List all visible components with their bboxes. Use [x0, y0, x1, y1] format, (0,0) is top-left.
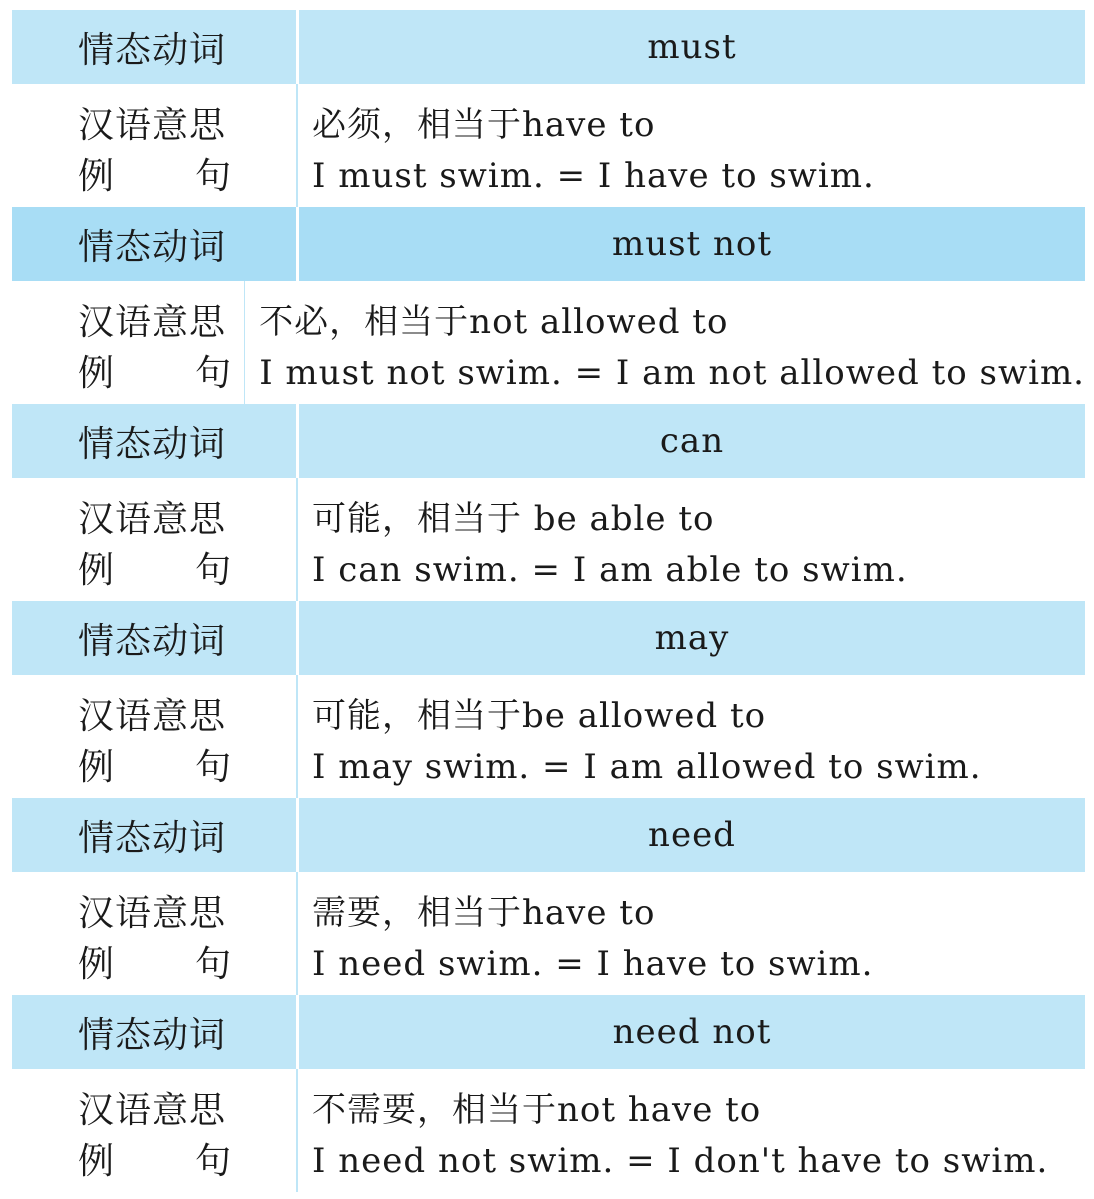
example-label-char-2: 句 — [194, 156, 232, 197]
meaning-label: 汉语意思 — [78, 302, 227, 343]
body-labels — [12, 478, 296, 601]
example-sentence: I need not swim. = I don't have to swim. — [312, 1141, 1049, 1181]
body-row — [12, 1069, 1085, 1192]
header-row — [12, 798, 1085, 872]
table-section — [12, 601, 1085, 798]
example-label — [78, 151, 232, 202]
modal-verb: may — [654, 618, 730, 658]
example-label-char-1: 例 — [78, 1141, 116, 1182]
example-label — [78, 742, 232, 793]
header-row — [12, 10, 1085, 84]
modal-verb: must not — [611, 224, 773, 264]
table-section — [12, 207, 1085, 404]
example-sentence: I can swim. = I am able to swim. — [312, 550, 908, 590]
meaning-label: 汉语意思 — [78, 893, 227, 934]
modal-verb: can — [659, 421, 725, 461]
example-label — [78, 348, 232, 399]
body-row — [12, 281, 1085, 404]
example-label-char-1: 例 — [78, 747, 116, 788]
example-label-char-1: 例 — [78, 944, 116, 985]
body-labels — [12, 872, 296, 995]
example-label-char-1: 例 — [78, 550, 116, 591]
header-row — [12, 404, 1085, 478]
table-section — [12, 995, 1085, 1192]
example-label-char-2: 句 — [194, 944, 232, 985]
verb-label: 情态动词 — [78, 29, 227, 71]
example-label-char-2: 句 — [194, 550, 232, 591]
modal-verb: need not — [612, 1012, 772, 1052]
header-row — [12, 995, 1085, 1069]
body-row — [12, 478, 1085, 601]
header-row — [12, 207, 1085, 281]
meaning-label: 汉语意思 — [78, 696, 227, 737]
table-section — [12, 798, 1085, 995]
body-values — [245, 281, 1085, 404]
example-label — [78, 939, 232, 990]
meaning-label: 汉语意思 — [78, 499, 227, 540]
meaning-text: 必须，相当于have to — [312, 105, 656, 145]
body-values — [298, 1069, 1085, 1192]
verb-label: 情态动词 — [78, 226, 227, 268]
example-label-char-1: 例 — [78, 353, 116, 394]
meaning-label: 汉语意思 — [78, 1090, 227, 1131]
meaning-text: 可能，相当于be allowed to — [312, 696, 767, 736]
modal-verb: must — [647, 27, 737, 67]
body-values — [298, 478, 1085, 601]
example-sentence: I must swim. = I have to swim. — [312, 156, 875, 196]
table-section — [12, 10, 1085, 207]
body-values — [298, 84, 1085, 207]
body-values — [298, 872, 1085, 995]
body-row — [12, 872, 1085, 995]
verb-label: 情态动词 — [78, 817, 227, 859]
verb-label: 情态动词 — [78, 423, 227, 465]
example-label-char-2: 句 — [194, 747, 232, 788]
example-label-char-2: 句 — [194, 1141, 232, 1182]
meaning-text: 需要，相当于have to — [312, 893, 656, 933]
verb-label: 情态动词 — [78, 620, 227, 662]
body-labels — [12, 84, 296, 207]
modal-verb: need — [648, 815, 736, 855]
meaning-text: 不必，相当于not allowed to — [259, 302, 729, 342]
body-labels — [12, 1069, 296, 1192]
example-label-char-1: 例 — [78, 156, 116, 197]
example-label-char-2: 句 — [194, 353, 232, 394]
body-values — [298, 675, 1085, 798]
body-row — [12, 675, 1085, 798]
body-row — [12, 84, 1085, 207]
header-row — [12, 601, 1085, 675]
table-section — [12, 404, 1085, 601]
meaning-text: 可能，相当于 be able to — [312, 499, 715, 539]
example-label — [78, 545, 232, 596]
body-labels — [12, 675, 296, 798]
body-labels — [12, 281, 244, 404]
meaning-text: 不需要，相当于not have to — [312, 1090, 762, 1130]
meaning-label: 汉语意思 — [78, 105, 227, 146]
example-label — [78, 1136, 232, 1187]
modal-verbs-table — [12, 10, 1085, 1192]
example-sentence: I may swim. = I am allowed to swim. — [312, 747, 982, 787]
example-sentence: I need swim. = I have to swim. — [312, 944, 874, 984]
verb-label: 情态动词 — [78, 1014, 227, 1056]
example-sentence: I must not swim. = I am not allowed to swim. — [259, 353, 1085, 393]
